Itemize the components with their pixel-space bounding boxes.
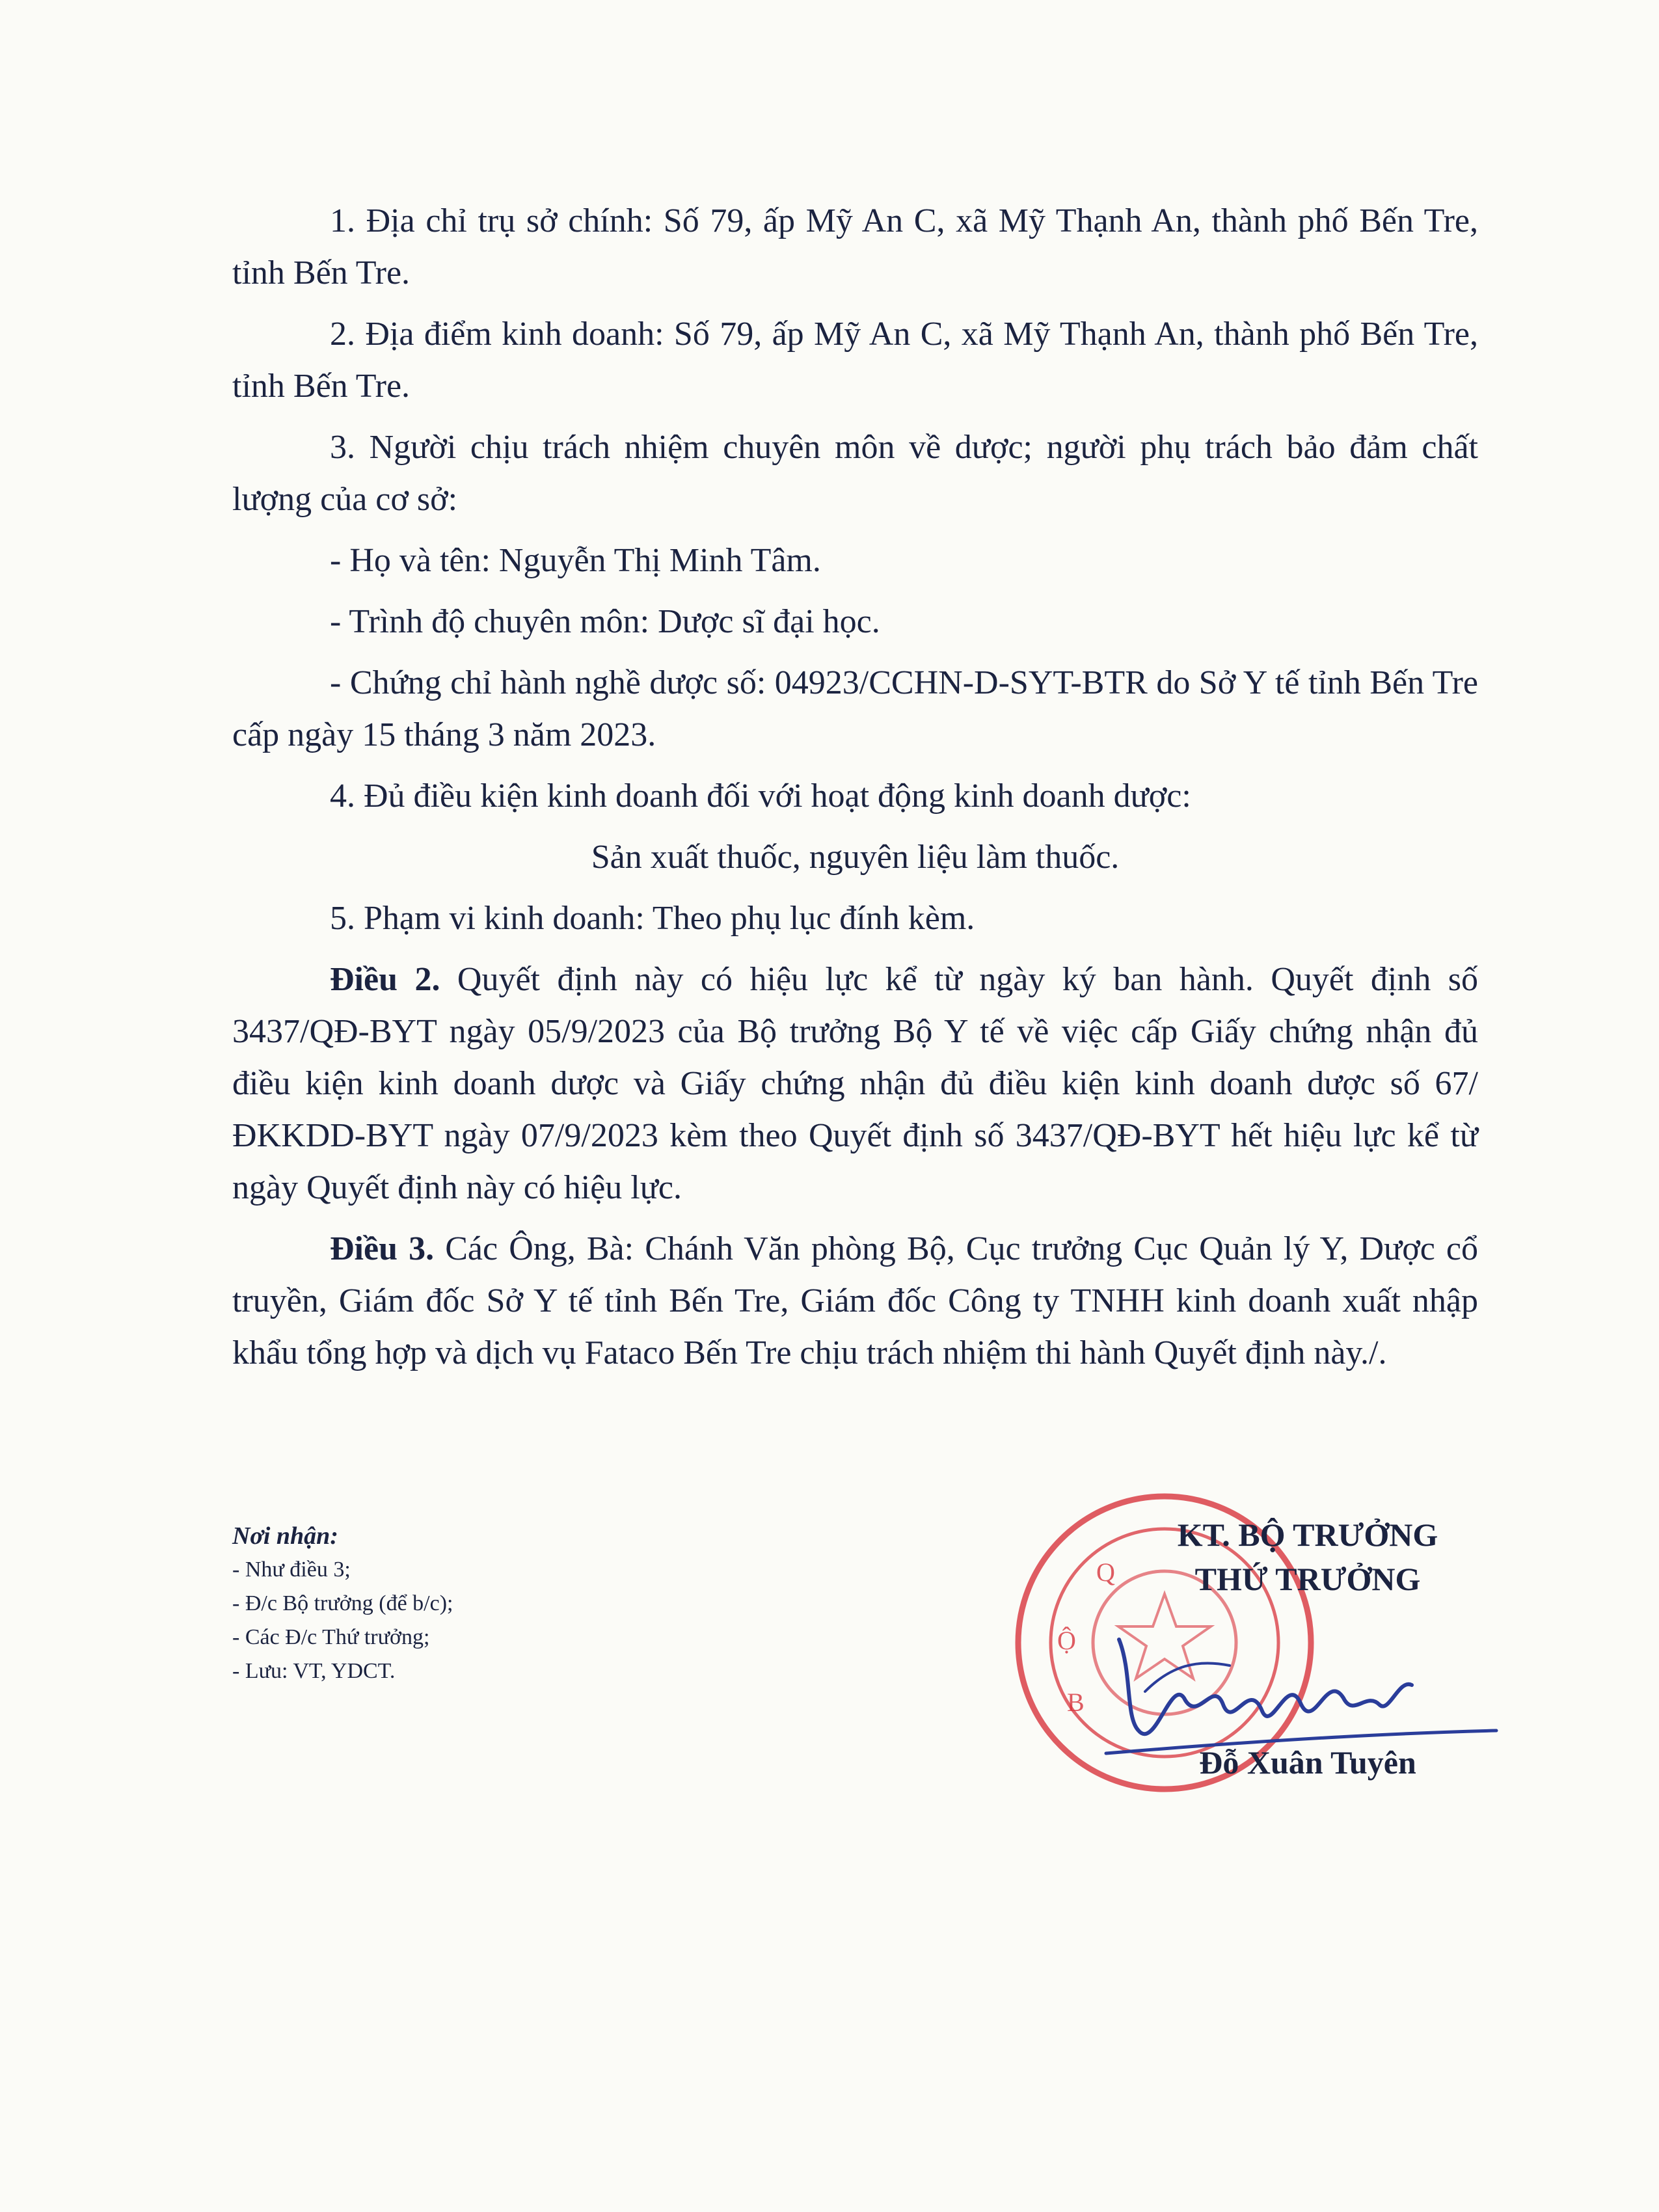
item-person-certificate: - Chứng chỉ hành nghề dược số: 04923/CCHN-D-SYT-BTR do Sở Y tế tỉnh Bến Tre cấp ngày 15 tháng 3 năm 2023. — [232, 664, 1478, 753]
recipients-block — [232, 1519, 818, 1688]
recipients-heading: Nơi nhận: — [232, 1522, 338, 1550]
item-responsible-person: 3. Người chịu trách nhiệm chuyên môn về dược; người phụ trách bảo đảm chất lượng của cơ sở: — [232, 429, 1478, 518]
item-business-location: 2. Địa điểm kinh doanh: Số 79, ấp Mỹ An C, xã Mỹ Thạnh An, thành phố Bến Tre, tỉnh Bến Tre. — [232, 316, 1478, 405]
svg-text:Ộ: Ộ — [1057, 1626, 1076, 1655]
article-2-text: Quyết định này có hiệu lực kể từ ngày ký ban hành. Quyết định số 3437/QĐ-BYT ngày 05/9/2023 của Bộ trưởng Bộ Y tế về việc cấp Giấy chứng nhận đủ điều kiện kinh doanh dược và Giấy chứng nhận đủ điều kiện kinh doanh dược số 67/ĐKKDD-BYT ngày 07/9/2023 kèm theo Quyết định số 3437/QĐ-BYT hết hiệu lực kể từ ngày Quyết định này có hiệu lực. — [232, 961, 1479, 1206]
article-2 — [232, 954, 1478, 1214]
recipient-item: - Các Đ/c Thứ trưởng; — [232, 1625, 430, 1649]
item-person-level: - Trình độ chuyên môn: Dược sĩ đại học. — [330, 603, 880, 640]
item-person-name: - Họ và tên: Nguyễn Thị Minh Tâm. — [330, 542, 821, 579]
signature-title-1: KT. BỘ TRƯỞNG — [1177, 1517, 1438, 1553]
recipient-item: - Lưu: VT, YDCT. — [232, 1659, 396, 1683]
signature-title-2: THỨ TRƯỞNG — [1194, 1561, 1421, 1597]
recipient-item: - Đ/c Bộ trưởng (để b/c); — [232, 1591, 453, 1615]
recipient-item: - Như điều 3; — [232, 1558, 351, 1582]
signer-name: Đỗ Xuân Tuyên — [1199, 1744, 1416, 1781]
svg-text:Q: Q — [1096, 1558, 1115, 1587]
article-2-label: Điều 2. — [330, 961, 440, 998]
item-head-office: 1. Địa chỉ trụ sở chính: Số 79, ấp Mỹ An C, xã Mỹ Thạnh An, thành phố Bến Tre, tỉnh Bến Tre. — [232, 202, 1478, 291]
article-3-label: Điều 3. — [330, 1230, 435, 1267]
item-business-activity: Sản xuất thuốc, nguyên liệu làm thuốc. — [591, 839, 1120, 876]
article-3 — [232, 1223, 1478, 1379]
svg-text:B: B — [1067, 1688, 1085, 1717]
article-3-text: Các Ông, Bà: Chánh Văn phòng Bộ, Cục trưởng Cục Quản lý Y, Dược cổ truyền, Giám đốc Sở Y tế tỉnh Bến Tre, Giám đốc Công ty TNHH kinh doanh xuất nhập khẩu tổng hợp và dịch vụ Fataco Bến Tre chịu trách nhiệm thi hành Quyết định này./. — [232, 1230, 1478, 1371]
signature-block — [1054, 1513, 1561, 1601]
decision-body — [232, 195, 1478, 1388]
item-business-scope: 5. Phạm vi kinh doanh: Theo phụ lục đính kèm. — [330, 900, 975, 937]
item-business-conditions: 4. Đủ điều kiện kinh doanh đối với hoạt động kinh doanh dược: — [330, 777, 1191, 815]
